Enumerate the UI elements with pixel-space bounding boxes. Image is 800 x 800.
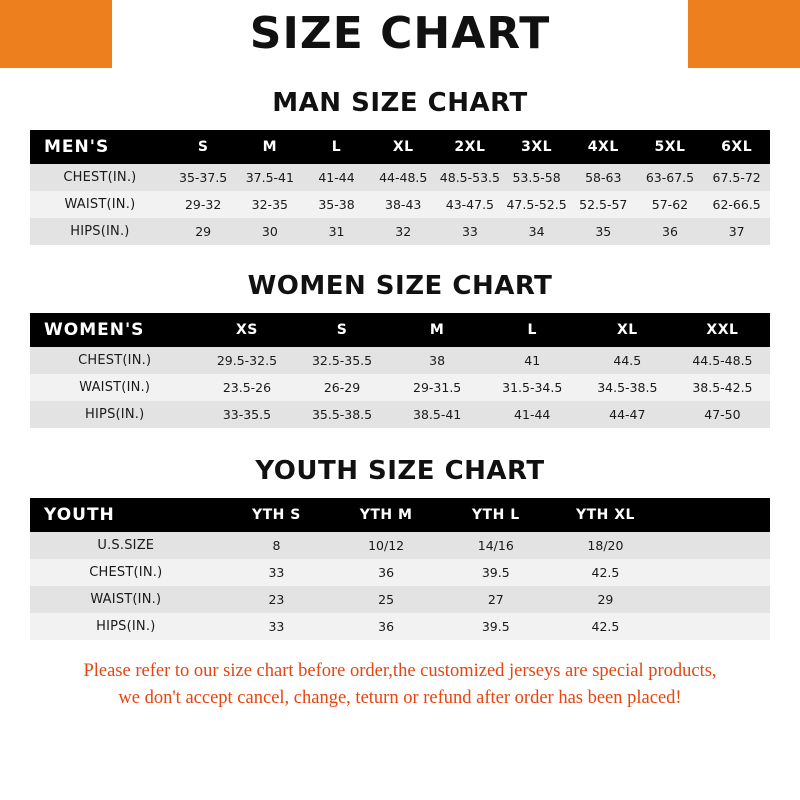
man-hips-s: 29	[195, 224, 212, 239]
man-header-rowlabel: MEN'S	[44, 137, 110, 157]
man-chest-4xl: 58-63	[585, 170, 622, 185]
man-hips-5xl: 36	[662, 224, 678, 239]
youth-ussize-s: 8	[272, 538, 281, 553]
table-header-row	[30, 313, 770, 347]
youth-hips-s: 33	[268, 619, 285, 634]
women-waist-xxl: 38.5-42.5	[692, 380, 753, 395]
table-header-row	[30, 498, 770, 532]
youth-row-chest-label: CHEST(IN.)	[89, 565, 163, 580]
table-header-row	[30, 130, 770, 164]
youth-chest-spacer	[660, 559, 770, 586]
man-chest-m: 37.5-41	[245, 170, 294, 185]
table-row	[30, 401, 770, 428]
table-row	[30, 347, 770, 374]
women-row-waist-label: WAIST(IN.)	[79, 380, 151, 395]
table-row	[30, 586, 770, 613]
youth-ussize-xl: 18/20	[587, 538, 624, 553]
youth-waist-xl: 29	[597, 592, 614, 607]
women-header-s: S	[336, 322, 348, 338]
man-chest-2xl: 48.5-53.5	[439, 170, 500, 185]
table-row	[30, 164, 770, 191]
youth-chest-s: 33	[268, 565, 285, 580]
women-chest-xl: 44.5	[613, 353, 642, 368]
women-waist-l: 31.5-34.5	[502, 380, 563, 395]
women-row-chest-label: CHEST(IN.)	[78, 353, 152, 368]
youth-waist-spacer	[660, 586, 770, 613]
women-header-m: M	[429, 322, 445, 338]
header-banner	[0, 0, 800, 68]
youth-chest-l: 39.5	[481, 565, 510, 580]
man-chest-5xl: 63-67.5	[645, 170, 695, 185]
youth-hips-xl: 42.5	[591, 619, 620, 634]
women-table-body	[30, 347, 770, 428]
table-row	[30, 559, 770, 586]
women-hips-xxl: 47-50	[704, 407, 741, 422]
youth-header-xl: YTH XL	[575, 507, 635, 523]
women-waist-m: 29-31.5	[413, 380, 462, 395]
youth-ussize-m: 10/12	[368, 538, 405, 553]
man-size-table	[30, 130, 770, 245]
man-chest-s: 35-37.5	[179, 170, 228, 185]
youth-table-wrap	[0, 498, 800, 640]
man-waist-3xl: 47.5-52.5	[506, 197, 567, 212]
order-policy-note	[0, 658, 800, 712]
women-table-head	[30, 313, 770, 347]
table-row	[30, 613, 770, 640]
youth-waist-m: 25	[378, 592, 395, 607]
man-row-hips-label: HIPS(IN.)	[70, 224, 130, 239]
women-size-table	[30, 313, 770, 428]
women-waist-xs: 23.5-26	[222, 380, 272, 395]
women-header-xxl: XXL	[706, 322, 739, 338]
youth-chest-m: 36	[378, 565, 395, 580]
women-waist-s: 26-29	[323, 380, 361, 395]
man-chest-l: 41-44	[318, 170, 355, 185]
man-header-3xl: 3XL	[521, 139, 553, 155]
man-header-xl: XL	[392, 139, 414, 155]
youth-section-title: YOUTH SIZE CHART	[255, 456, 545, 486]
youth-ussize-spacer	[660, 532, 770, 559]
women-chest-m: 38	[429, 353, 446, 368]
youth-waist-l: 27	[487, 592, 504, 607]
page-title: SIZE CHART	[249, 8, 551, 59]
women-chest-xxl: 44.5-48.5	[692, 353, 753, 368]
youth-size-table	[30, 498, 770, 640]
table-row	[30, 374, 770, 401]
youth-header-rowlabel: YOUTH	[44, 505, 115, 525]
man-hips-m: 30	[261, 224, 278, 239]
man-header-s: S	[197, 139, 209, 155]
man-waist-s: 29-32	[184, 197, 222, 212]
man-row-chest-label: CHEST(IN.)	[63, 170, 137, 185]
women-header-rowlabel: WOMEN'S	[44, 320, 145, 340]
man-header-m: M	[262, 139, 278, 155]
youth-chest-xl: 42.5	[591, 565, 620, 580]
youth-waist-s: 23	[268, 592, 285, 607]
man-chest-6xl: 67.5-72	[712, 170, 761, 185]
man-waist-l: 35-38	[318, 197, 355, 212]
women-hips-s: 35.5-38.5	[311, 407, 373, 422]
man-hips-l: 31	[328, 224, 345, 239]
women-hips-xl: 44-47	[609, 407, 646, 422]
women-hips-m: 38.5-41	[413, 407, 462, 422]
order-policy-note-line2: we don't accept cancel, change, teturn or refund after order has been placed!	[118, 687, 682, 708]
youth-header-l: YTH L	[471, 507, 520, 523]
man-section-title: MAN SIZE CHART	[272, 88, 528, 118]
women-header-l: L	[527, 322, 537, 338]
man-header-6xl: 6XL	[721, 139, 753, 155]
man-table-wrap	[0, 130, 800, 245]
man-table-head	[30, 130, 770, 164]
man-hips-3xl: 34	[528, 224, 545, 239]
youth-row-hips-label: HIPS(IN.)	[96, 619, 156, 634]
youth-header-s: YTH S	[251, 507, 301, 523]
man-waist-5xl: 57-62	[651, 197, 689, 212]
header-banner-inner	[112, 0, 688, 68]
youth-hips-l: 39.5	[481, 619, 510, 634]
women-waist-xl: 34.5-38.5	[597, 380, 658, 395]
women-chest-s: 32.5-35.5	[311, 353, 373, 368]
women-header-xs: XS	[235, 322, 258, 338]
youth-ussize-l: 14/16	[477, 538, 514, 553]
man-header-4xl: 4XL	[587, 139, 619, 155]
man-waist-xl: 38-43	[385, 197, 422, 212]
man-header-2xl: 2XL	[454, 139, 486, 155]
women-hips-xs: 33-35.5	[222, 407, 272, 422]
youth-row-waist-label: WAIST(IN.)	[90, 592, 162, 607]
man-hips-4xl: 35	[595, 224, 612, 239]
youth-header-spacer	[660, 498, 770, 532]
man-hips-xl: 32	[395, 224, 412, 239]
man-table-body	[30, 164, 770, 245]
women-chest-xs: 29.5-32.5	[216, 353, 278, 368]
women-row-hips-label: HIPS(IN.)	[85, 407, 145, 422]
man-waist-4xl: 52.5-57	[579, 197, 628, 212]
table-row	[30, 191, 770, 218]
youth-table-head	[30, 498, 770, 532]
man-hips-6xl: 37	[728, 224, 745, 239]
youth-hips-spacer	[660, 613, 770, 640]
man-header-l: L	[331, 139, 342, 155]
order-policy-note-line1: Please refer to our size chart before order,the customized jerseys are special products,	[83, 661, 717, 681]
women-table-wrap	[0, 313, 800, 428]
youth-row-ussize-label: U.S.SIZE	[97, 538, 155, 553]
man-waist-6xl: 62-66.5	[712, 197, 761, 212]
man-chest-3xl: 53.5-58	[512, 170, 561, 185]
man-waist-2xl: 43-47.5	[445, 197, 495, 212]
women-hips-l: 41-44	[514, 407, 551, 422]
man-header-5xl: 5XL	[654, 139, 686, 155]
women-section-title: WOMEN SIZE CHART	[247, 271, 553, 301]
youth-table-body	[30, 532, 770, 640]
youth-hips-m: 36	[378, 619, 395, 634]
table-row	[30, 218, 770, 245]
man-chest-xl: 44-48.5	[379, 170, 428, 185]
man-row-waist-label: WAIST(IN.)	[64, 197, 136, 212]
table-row	[30, 532, 770, 559]
man-hips-2xl: 33	[461, 224, 478, 239]
man-waist-m: 32-35	[251, 197, 288, 212]
women-chest-l: 41	[524, 353, 541, 368]
youth-header-m: YTH M	[359, 507, 413, 523]
women-header-xl: XL	[616, 322, 638, 338]
